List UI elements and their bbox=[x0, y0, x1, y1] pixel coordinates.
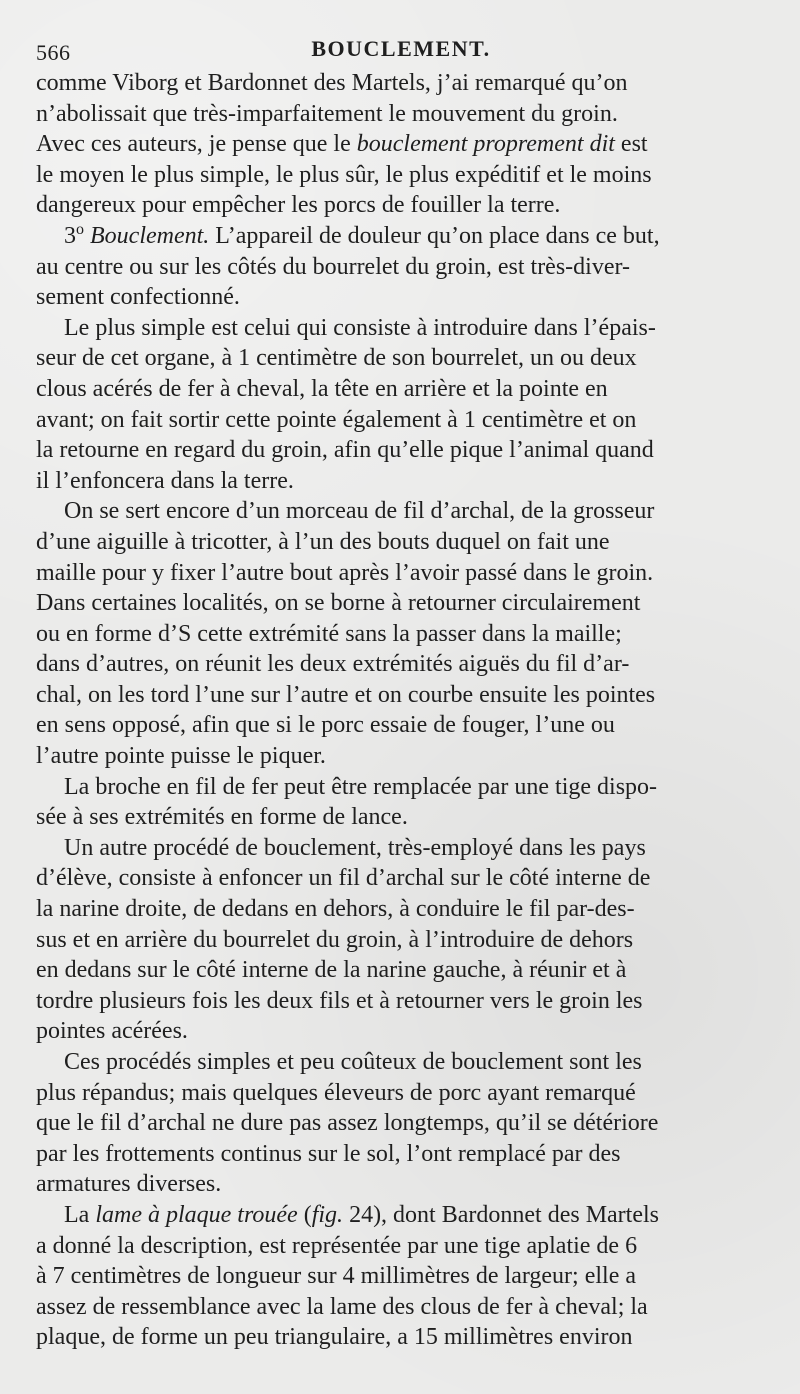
text-line: tordre plusieurs fois les deux fils et à retourner vers le groin les bbox=[36, 987, 643, 1014]
text-line: pointes acérées. bbox=[36, 1018, 188, 1045]
text-line: a donné la description, est représentée par une tige aplatie de 6 bbox=[36, 1232, 638, 1259]
text-line: sus et en arrière du bourrelet du groin, à l’introduire de dehors bbox=[36, 926, 634, 953]
text-line: au centre ou sur les côtés du bourrelet du groin, est très-diver- bbox=[36, 253, 630, 280]
text-line: en dedans sur le côté interne de la narine gauche, à réunir et à bbox=[36, 957, 627, 984]
text-line: seur de cet organe, à 1 centimètre de son bourrelet, un ou deux bbox=[36, 345, 637, 372]
text-fragment: est bbox=[620, 131, 648, 158]
text-line: Un autre procédé de bouclement, très-employé dans les pays bbox=[64, 834, 646, 861]
text-fragment: Avec ces auteurs, je pense que le bbox=[36, 131, 351, 158]
text-line: Ces procédés simples et peu coûteux de bouclement sont les bbox=[64, 1049, 642, 1075]
text-line: sée à ses extrémités en forme de lance. bbox=[36, 804, 408, 831]
body-text bbox=[36, 68, 766, 1353]
section-heading-line bbox=[36, 221, 766, 252]
text-line: plus répandus; mais quelques éleveurs de porc ayant remarqué bbox=[36, 1079, 636, 1106]
text-fragment: L’appareil de douleur qu’on place dans ce but, bbox=[215, 222, 660, 249]
text-line: par les frottements continus sur le sol, l’ont remplacé par des bbox=[36, 1140, 621, 1167]
text-line: à 7 centimètres de longueur sur 4 millimètres de largeur; elle a bbox=[36, 1263, 637, 1290]
text-fragment: ( bbox=[303, 1201, 312, 1228]
text-line: On se sert encore d’un morceau de fil d’archal, de la grosseur bbox=[64, 498, 655, 525]
text-line: dans d’autres, on réunit les deux extrémités aiguës du fil d’ar- bbox=[36, 651, 630, 678]
text-line: clous acérés de fer à cheval, la tête en arrière et la pointe en bbox=[36, 375, 608, 402]
text-line: n’abolissait que très-imparfaitement le mouvement du groin. bbox=[36, 100, 618, 127]
text-line bbox=[36, 129, 766, 160]
text-line: dangereux pour empêcher les porcs de fouiller la terre. bbox=[36, 192, 561, 219]
text-fragment: 24), dont Bardonnet des Martels bbox=[349, 1201, 659, 1228]
text-line: Le plus simple est celui qui consiste à introduire dans l’épais- bbox=[64, 314, 656, 341]
italic-term: bouclement proprement dit bbox=[356, 131, 615, 158]
text-line: La broche en fil de fer peut être remplacée par une tige dispo- bbox=[64, 773, 658, 800]
text-line: avant; on fait sortir cette pointe également à 1 centimètre et on bbox=[36, 406, 637, 433]
text-fragment: La bbox=[64, 1201, 90, 1228]
text-line: Dans certaines localités, on se borne à retourner circulairement bbox=[36, 590, 641, 617]
section-title: Bouclement. bbox=[90, 222, 210, 249]
figure-reference: fig. bbox=[311, 1201, 344, 1228]
text-line: ou en forme d’S cette extrémité sans la passer dans la maille; bbox=[36, 620, 622, 647]
text-line bbox=[36, 1200, 766, 1231]
text-line: maille pour y fixer l’autre bout après l’avoir passé dans le groin. bbox=[36, 559, 654, 586]
ordinal-marker: o bbox=[76, 220, 84, 238]
text-line: assez de ressemblance avec la lame des clous de fer à cheval; la bbox=[36, 1293, 648, 1320]
text-line: d’une aiguille à tricotter, à l’un des bouts duquel on fait une bbox=[36, 528, 610, 555]
text-line: plaque, de forme un peu triangulaire, a 15 millimètres environ bbox=[36, 1324, 633, 1351]
text-line: comme Viborg et Bardonnet des Martels, j’ai remarqué qu’on bbox=[36, 70, 628, 96]
running-head: BOUCLEMENT. bbox=[311, 36, 491, 61]
text-line: armatures diverses. bbox=[36, 1171, 222, 1198]
text-line: sement confectionné. bbox=[36, 284, 240, 311]
text-line: la retourne en regard du groin, afin qu’elle pique l’animal quand bbox=[36, 437, 654, 464]
page-header bbox=[36, 30, 766, 64]
text-line: l’autre pointe puisse le piquer. bbox=[36, 743, 326, 770]
text-line: que le fil d’archal ne dure pas assez longtemps, qu’il se détériore bbox=[36, 1110, 659, 1137]
page-number: 566 bbox=[36, 40, 71, 65]
text-line: il l’enfoncera dans la terre. bbox=[36, 467, 294, 494]
italic-term: lame à plaque trouée bbox=[95, 1201, 298, 1228]
text-line: d’élève, consiste à enfoncer un fil d’archal sur le côté interne de bbox=[36, 865, 651, 892]
text-line: la narine droite, de dedans en dehors, à conduire le fil par-des- bbox=[36, 896, 635, 923]
text-line: le moyen le plus simple, le plus sûr, le plus expéditif et le moins bbox=[36, 161, 652, 188]
section-number: 3 bbox=[64, 222, 76, 249]
text-line: chal, on les tord l’une sur l’autre et on courbe ensuite les pointes bbox=[36, 681, 656, 708]
text-line: en sens opposé, afin que si le porc essaie de fouger, l’une ou bbox=[36, 712, 615, 739]
